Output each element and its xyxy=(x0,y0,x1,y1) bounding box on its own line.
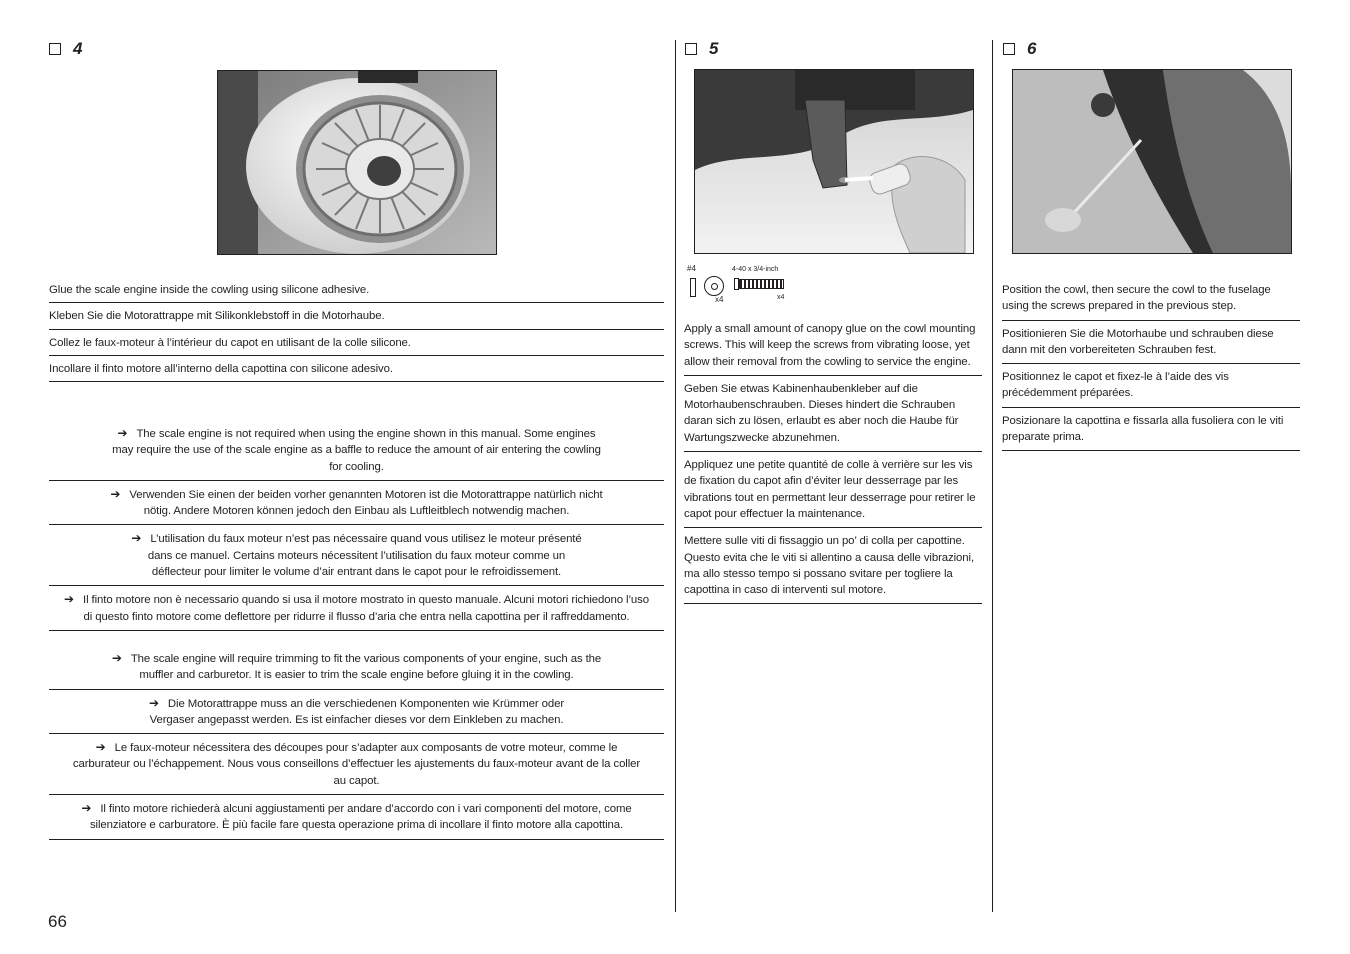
washer-icon xyxy=(704,276,724,296)
note-1-en xyxy=(49,425,664,481)
note-1-de xyxy=(49,486,664,526)
note-text: Le faux-moteur nécessitera des découpes pour s’adapter aux composants de votre moteur, comme le carburateur ou l’échappement. Nous vous conseillons d’effectuer les ajustements du faux-moteur avant de la coller au capot. xyxy=(72,742,641,787)
washer-qty: x4 xyxy=(715,295,724,304)
screw-label: 4-40 x 3/4-inch xyxy=(732,266,779,273)
right-arrow-icon: ➔ xyxy=(110,486,121,501)
instruction-en: Position the cowl, then secure the cowl to the fuselage using the screws prepared in the previous step. xyxy=(1002,282,1300,321)
note-2-fr xyxy=(49,739,664,795)
step-4-heading xyxy=(49,39,82,59)
step-6-heading xyxy=(1003,39,1036,59)
instruction-de: Positionieren Sie die Motorhaube und schrauben diese dann mit den vorbereiteten Schrauben fest. xyxy=(1002,326,1300,365)
column-divider-1 xyxy=(675,40,676,912)
note-text: Il finto motore richiederà alcuni aggiustamenti per andare d’accordo con i vari componenti del motore, come silenziatore e carburatore. È più facile fare questa operazione prima di incollare il finto motore alla capottina. xyxy=(89,803,632,832)
right-arrow-icon: ➔ xyxy=(64,592,74,607)
right-arrow-icon: ➔ xyxy=(81,801,92,816)
column-divider-2 xyxy=(992,40,993,912)
note-1-fr xyxy=(49,530,664,586)
instruction-en: Apply a small amount of canopy glue on the cowl mounting screws. This will keep the screws from vibrating loose, yet allow their removal from the cowling to service the engine. xyxy=(684,321,982,376)
washer-label: #4 xyxy=(687,264,696,273)
cowl-install-photo xyxy=(1012,69,1292,254)
instruction-it: Incollare il finto motore all’interno della capottina con silicone adesivo. xyxy=(49,361,664,382)
glue-screws-photo xyxy=(694,69,974,254)
instruction-fr: Collez le faux-moteur à l’intérieur du capot en utilisant de la colle silicone. xyxy=(49,335,664,356)
right-arrow-icon: ➔ xyxy=(148,695,159,710)
scale-engine-photo xyxy=(217,70,497,255)
checkbox-icon[interactable] xyxy=(1003,43,1015,55)
checkbox-icon[interactable] xyxy=(49,43,61,55)
note-text: L’utilisation du faux moteur n’est pas nécessaire quand vous utilisez le moteur présenté dans ce manuel. Certains moteurs nécessitent l’utilisation du faux moteur comme un déflecteur pour limiter le volume d’air entrant dans le capot pour le refroidissement. xyxy=(147,533,582,579)
right-arrow-icon: ➔ xyxy=(95,740,106,755)
note-text: Die Motorattrappe muss an die verschiedenen Komponenten wie Krümmer oder Vergaser angepasst werden. Es ist einfacher dieses vor dem Einkleben zu machen. xyxy=(149,697,565,726)
instruction-it: Mettere sulle viti di fissaggio un po’ di colla per capottine. Questo evita che le viti si allentino a causa delle vibrazioni, ma allo stesso tempo si possano svitare per togliere la capottina in caso di interventi sul motore. xyxy=(684,533,982,604)
screw-qty: x4 xyxy=(777,294,785,301)
right-arrow-icon: ➔ xyxy=(131,531,142,546)
step-number: 5 xyxy=(709,39,719,58)
note-2-it xyxy=(49,800,664,840)
screw-icon xyxy=(734,278,784,290)
note-text: The scale engine is not required when using the engine shown in this manual. Some engines may require the use of the scale engine as a baffle to reduce the amount of air entering the cowling for cooling. xyxy=(112,428,601,473)
instruction-fr: Positionnez le capot et fixez-le à l’aide des vis précédemment préparées. xyxy=(1002,369,1300,408)
instruction-en: Glue the scale engine inside the cowling using silicone adhesive. xyxy=(49,282,664,303)
hardware-parts xyxy=(684,262,804,307)
note-1-it xyxy=(49,591,664,631)
step-number: 6 xyxy=(1027,39,1037,58)
note-text: Il finto motore non è necessario quando si usa il motore mostrato in questo manuale. Alcuni motori richiedono l’uso di questo finto motore come deflettore per ridurre il flusso d’aria che entra nella capottina per il raffreddamento. xyxy=(83,594,649,623)
page-number: 66 xyxy=(48,912,67,931)
step-4-text xyxy=(49,282,664,387)
instruction-de: Geben Sie etwas Kabinenhaubenkleber auf die Motorhaubenschrauben. Dieses hindert die Schrauben daran sich zu lösen, erlaubt es aber noch die Haube für Wartungszwecke abzunehmen. xyxy=(684,381,982,452)
step-6-text xyxy=(1002,282,1300,456)
note-2-de xyxy=(49,695,664,735)
step-number: 4 xyxy=(73,39,83,58)
note-text: The scale engine will require trimming to fit the various components of your engine, such as the muffler and carburetor. It is easier to trim the scale engine before gluing it in the cowling. xyxy=(130,653,602,682)
checkbox-icon[interactable] xyxy=(685,43,697,55)
step-5-text xyxy=(684,321,982,609)
instruction-it: Posizionare la capottina e fissarla alla fusoliera con le viti preparate prima. xyxy=(1002,413,1300,452)
note-2 xyxy=(49,650,664,845)
note-2-en xyxy=(49,650,664,690)
note-1 xyxy=(49,425,664,636)
instruction-de: Kleben Sie die Motorattrappe mit Silikonklebstoff in die Motorhaube. xyxy=(49,308,664,329)
right-arrow-icon: ➔ xyxy=(111,651,122,665)
washer-side-icon xyxy=(690,278,696,297)
step-5-heading xyxy=(685,39,718,59)
note-text: Verwenden Sie einen der beiden vorher genannten Motoren ist die Motorattrappe natürlich nicht nötig. Andere Motoren können jedoch den Einbau als Luftleitblech notwendig machen. xyxy=(129,488,603,518)
instruction-fr: Appliquez une petite quantité de colle à verrière sur les vis de fixation du capot afin d’éviter leur desserrage par les vibrations tout en permettant leur desserrage pour retirer le capot pour effectuer la maintenance. xyxy=(684,457,982,528)
right-arrow-icon: ➔ xyxy=(117,426,128,440)
